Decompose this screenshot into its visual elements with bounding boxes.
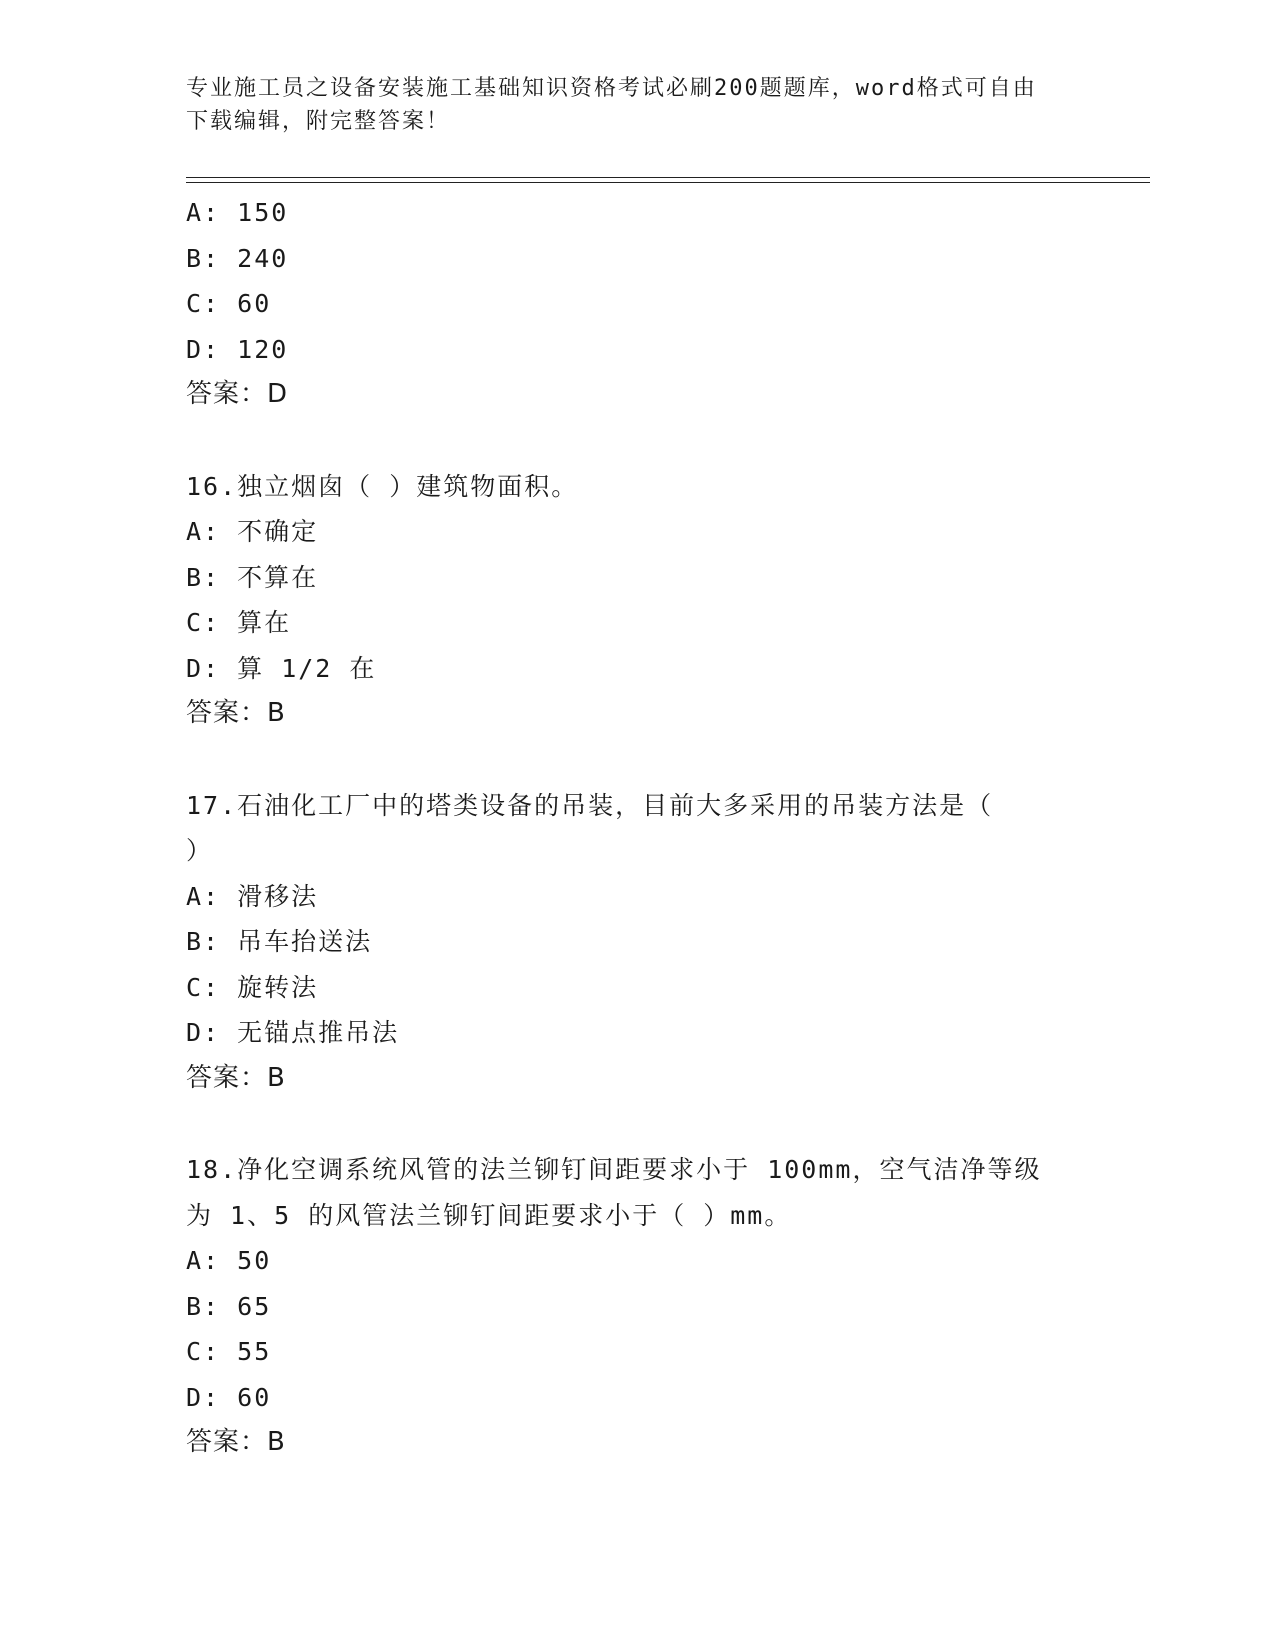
header-title-line-1: 专业施工员之设备安装施工基础知识资格考试必刷200题题库，word格式可自由: [186, 76, 1037, 101]
option-c: C: 55: [186, 1337, 272, 1366]
option-c: C: 60: [186, 289, 272, 318]
answer: 答案：D: [186, 379, 289, 409]
question-list: [186, 190, 1086, 1466]
spacer: [186, 737, 1086, 783]
question-17: [186, 783, 1086, 1102]
option-d: D: 无锚点推吊法: [186, 1018, 400, 1047]
question-text-line-1: 18.净化空调系统风管的法兰铆钉间距要求小于 100mm，空气洁净等级: [186, 1155, 1042, 1184]
question-text-line-1: 17.石油化工厂中的塔类设备的吊装，目前大多采用的吊装方法是（: [186, 790, 994, 820]
option-d: D: 60: [186, 1382, 272, 1412]
option-c: C: 算在: [186, 608, 292, 637]
header-divider: [186, 177, 1150, 183]
question-15: [186, 190, 1086, 418]
answer: 答案：B: [186, 1427, 286, 1457]
option-c: C: 旋转法: [186, 972, 319, 1002]
question-text: 16.独立烟囱（ ）建筑物面积。: [186, 471, 579, 501]
answer: 答案：B: [186, 698, 286, 728]
option-d: D: 算 1/2 在: [186, 653, 377, 683]
option-b: B: 吊车抬送法: [186, 927, 373, 956]
option-b: B: 不算在: [186, 562, 319, 592]
option-b: B: 65: [186, 1291, 272, 1321]
option-b: B: 240: [186, 243, 289, 273]
question-text-line-2: 为 1、5 的风管法兰铆钉间距要求小于（ ）mm。: [186, 1200, 792, 1230]
answer: 答案：B: [186, 1062, 286, 1093]
option-d: D: 120: [186, 334, 289, 364]
document-header: [186, 72, 1066, 138]
spacer: [186, 1101, 1086, 1147]
header-title-line-2: 下载编辑，附完整答案！: [186, 109, 451, 134]
question-16: [186, 464, 1086, 737]
question-18: [186, 1147, 1086, 1466]
option-a: A: 不确定: [186, 517, 319, 546]
option-a: A: 50: [186, 1246, 272, 1275]
option-a: A: 150: [186, 198, 289, 227]
spacer: [186, 418, 1086, 464]
option-a: A: 滑移法: [186, 881, 319, 911]
question-text-line-2: ）: [186, 836, 214, 865]
